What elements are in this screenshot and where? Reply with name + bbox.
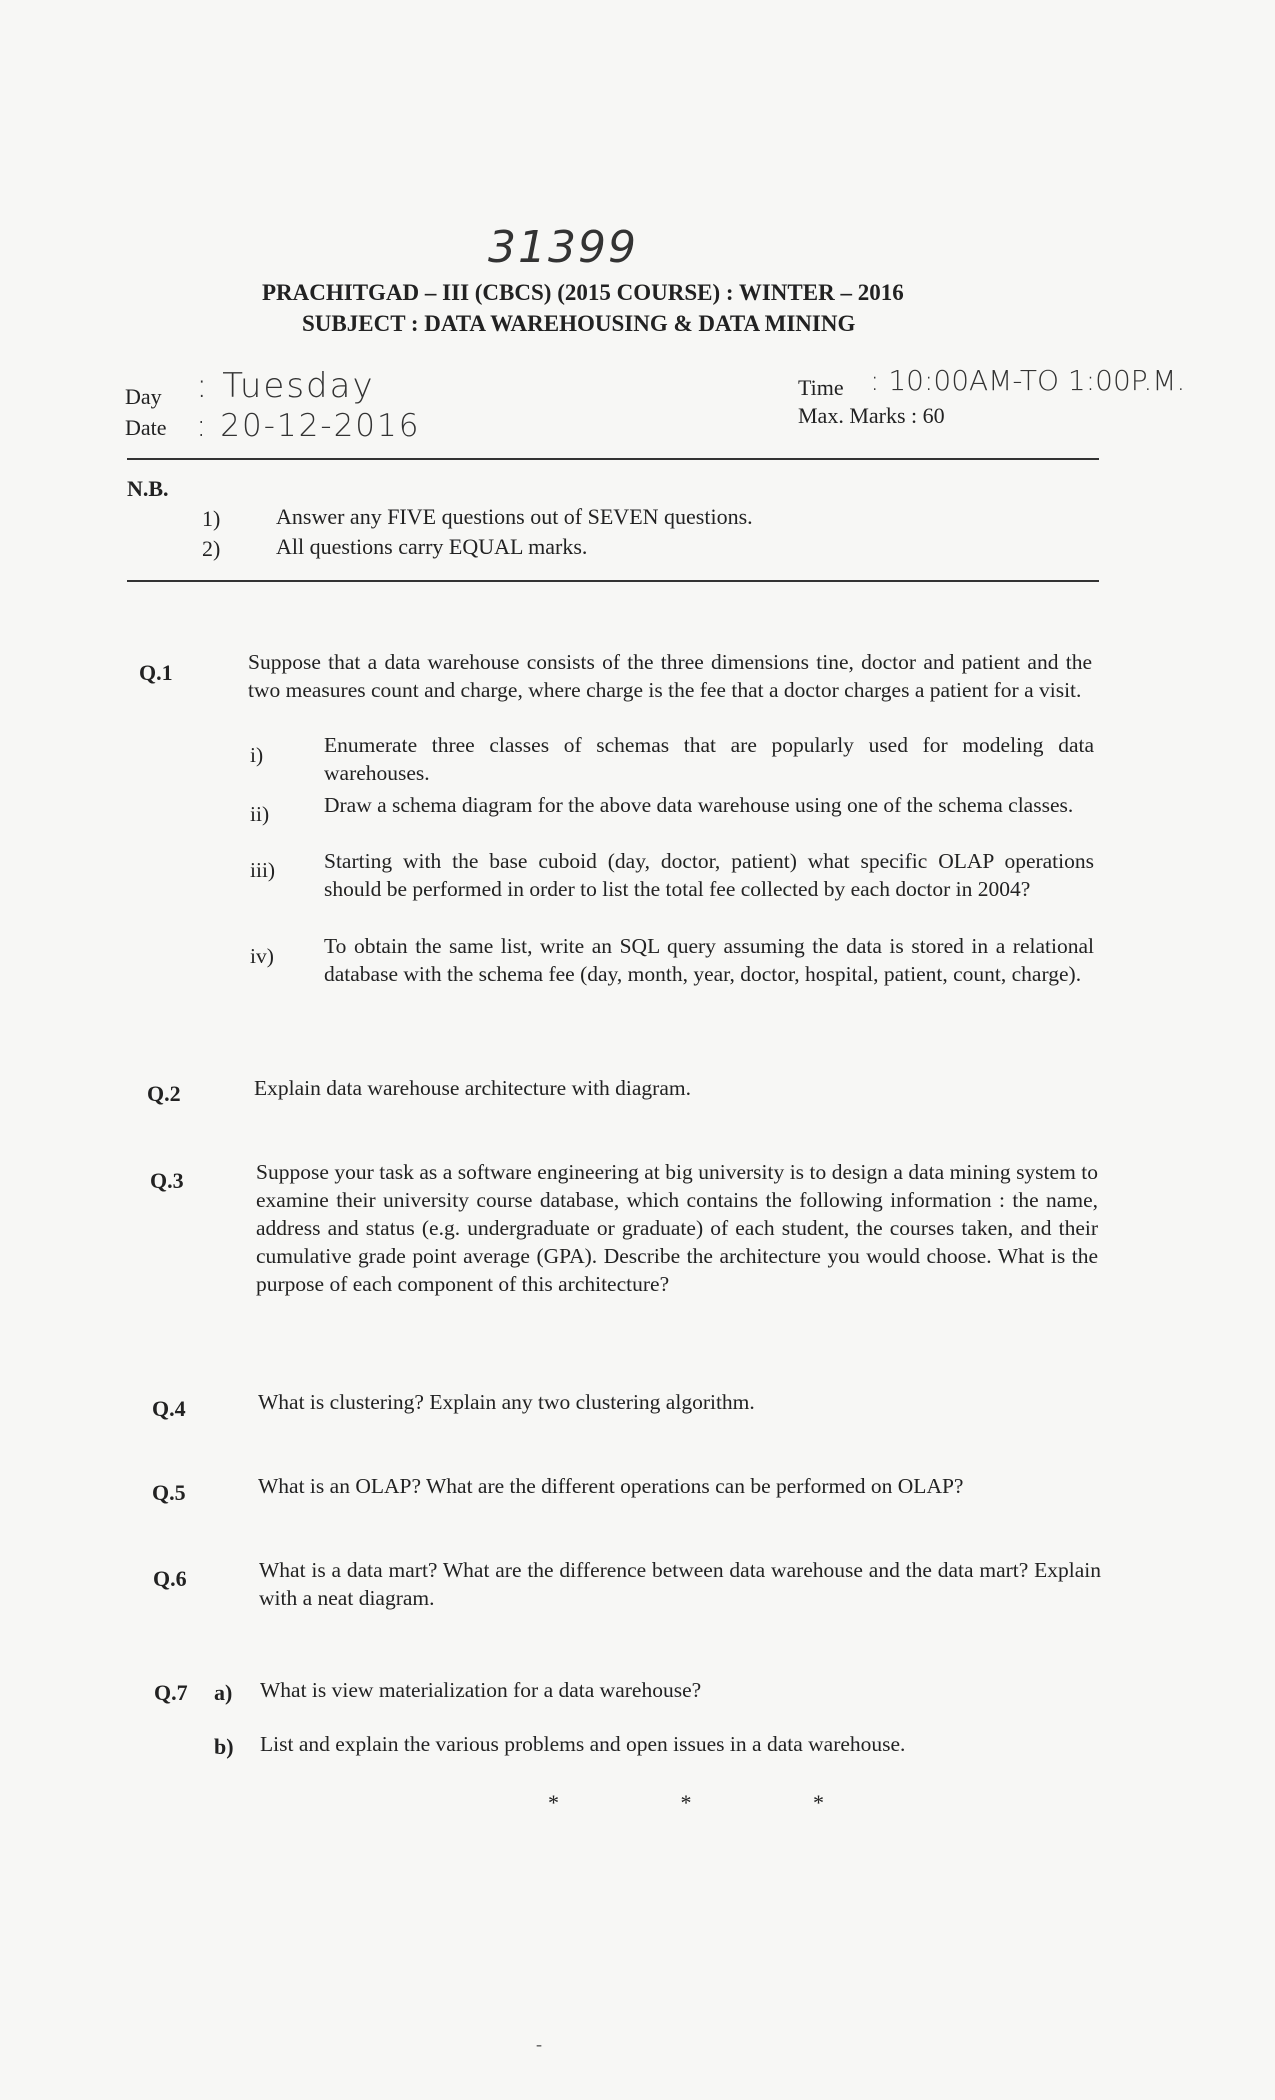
nb-item-text: Answer any FIVE questions out of SEVEN questions. — [276, 504, 753, 529]
subquestion-text: To obtain the same list, write an SQL query assuming the data is stored in a relational database with the schema fee (day, month, year, doctor, hospital, patient, count, charge). — [324, 934, 1094, 986]
max-marks: Max. Marks : 60 — [798, 403, 945, 428]
time-value: : 10:00AM-TO 1:00P.M. — [870, 364, 1186, 397]
nb-item-number: 1) — [202, 506, 221, 531]
day-value: : Tuesday — [196, 366, 375, 406]
question-text: Suppose your task as a software engineering at big university is to design a data mining system to examine their university course database, which contains the following information : the name, address and status (e.g. undergraduate or graduate) of each student, the courses taken, and their cumulative grade point average (GPA). Describe the architecture you would choose. What is the purpose of each component of this architecture? — [256, 1160, 1098, 1296]
nb-label: N.B. — [127, 476, 169, 501]
date-value: : 20-12-2016 — [196, 408, 421, 444]
divider-top — [127, 458, 1099, 460]
question-text: Suppose that a data warehouse consists of the three dimensions tine, doctor and patient and the two measures count and charge, where charge is the fee that a doctor charges a patient for a visit. — [248, 650, 1092, 702]
nb-item-text: All questions carry EQUAL marks. — [276, 534, 588, 559]
question-text: List and explain the various problems and open issues in a data warehouse. — [260, 1732, 906, 1756]
question-number: Q.6 — [153, 1566, 187, 1591]
paper-code: 31399 — [488, 222, 638, 273]
subquestion-number: iii) — [250, 858, 276, 882]
exam-title: PRACHITGAD – III (CBCS) (2015 COURSE) : WINTER – 2016 — [262, 280, 904, 305]
subquestion-text: Enumerate three classes of schemas that are popularly used for modeling data warehouses. — [324, 733, 1094, 785]
day-label: Day — [125, 384, 162, 409]
question-number: Q.3 — [150, 1168, 184, 1193]
subquestion-number: a) — [214, 1680, 233, 1705]
time-label: Time — [798, 375, 844, 400]
question-text: What is a data mart? What are the difference between data warehouse and the data mart? Explain with a neat diagram. — [259, 1558, 1101, 1610]
subject-title: SUBJECT : DATA WAREHOUSING & DATA MINING — [302, 311, 856, 336]
question-text: What is an OLAP? What are the different operations can be performed on OLAP? — [258, 1474, 964, 1498]
subquestion-number: i) — [250, 743, 264, 767]
nb-item-number: 2) — [202, 536, 221, 561]
question-text: Explain data warehouse architecture with diagram. — [254, 1076, 691, 1100]
subquestion-number: ii) — [250, 802, 270, 826]
question-number: Q.4 — [152, 1396, 186, 1421]
question-text: What is clustering? Explain any two clustering algorithm. — [258, 1390, 755, 1414]
end-marker: * * * — [548, 1790, 882, 1815]
subquestion-number: iv) — [250, 944, 274, 968]
subquestion-text: Starting with the base cuboid (day, doctor, patient) what specific OLAP operations should be performed in order to list the total fee collected by each doctor in 2004? — [324, 849, 1094, 901]
question-number: Q.2 — [147, 1081, 181, 1106]
divider-bottom — [127, 580, 1099, 582]
subquestion-text: Draw a schema diagram for the above data warehouse using one of the schema classes. — [324, 793, 1074, 817]
question-number: Q.1 — [139, 660, 173, 685]
date-label: Date — [125, 415, 167, 440]
question-number: Q.7 — [154, 1680, 188, 1705]
question-text: What is view materialization for a data warehouse? — [260, 1678, 702, 1702]
page-mark: - — [536, 2034, 542, 2054]
subquestion-number: b) — [214, 1734, 234, 1759]
question-number: Q.5 — [152, 1480, 186, 1505]
